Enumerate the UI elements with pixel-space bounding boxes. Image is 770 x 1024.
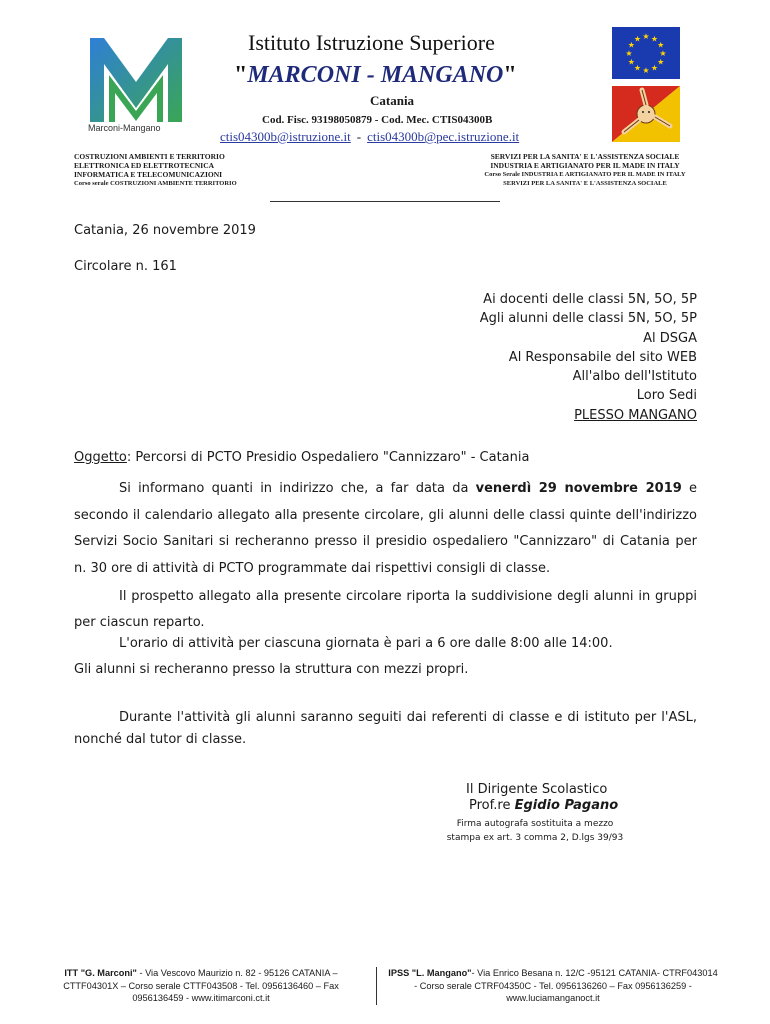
eu-star-icon: ★ <box>657 57 665 67</box>
paragraph: Gli alunni si recheranno presso la struttura con mezzi propri. <box>74 662 469 677</box>
courses-right <box>480 152 690 188</box>
recipient-line: Agli alunni delle classi 5N, 5O, 5P <box>479 311 697 327</box>
eu-star-icon: ★ <box>625 49 633 58</box>
pec-email-link[interactable]: ctis04300b@pec.istruzione.it <box>367 129 520 144</box>
recipients-list <box>480 290 697 425</box>
recipient-line: Ai docenti delle classi 5N, 5O, 5P <box>483 292 697 307</box>
logo-caption: Marconi-Mangano <box>88 123 161 133</box>
institute-emails <box>220 129 519 145</box>
school-logo <box>86 30 186 132</box>
subject-label: Oggetto <box>74 450 127 465</box>
recipient-line: All'albo dell'Istituto <box>572 369 697 385</box>
recipient-line: Al DSGA <box>643 330 697 346</box>
paragraph-text: e secondo il calendario allegato alla presente circolare, gli alunni delle classi quinte dell'indirizzo Servizi Socio Sanitari si recheranno presso il presidio ospedaliero "Cannizzaro" di Catania per n. 30 ore di attività di PCTO programmate dai rispettivi consigli di classe. <box>74 481 697 576</box>
subject-line <box>74 450 529 465</box>
email-link[interactable]: ctis04300b@istruzione.it <box>220 129 351 144</box>
footer-address: - Via Vescovo Maurizio n. 82 - 95126 CATANIA – CTTF04301X – Corso serale CTTF043508 - Tel. 0956136460 – Fax 0956136459 - www.itimarconi.ct.it <box>63 968 339 1003</box>
letter-date: Catania, 26 novembre 2019 <box>74 223 256 238</box>
eu-star-icon: ★ <box>659 49 667 58</box>
institute-title: Istituto Istruzione Superiore <box>248 30 495 55</box>
header-divider <box>270 201 500 202</box>
recipient-line: PLESSO MANGANO <box>574 407 697 423</box>
email-separator: - <box>356 129 362 144</box>
footer-address: - Via Enrico Besana n. 12/C -95121 CATANIA- CTRF043014 - Corso serale CTRF04350C - Tel. 0956136260 – Fax 0956136259 - www.luciamanganoct.it <box>414 968 718 1003</box>
course-line: ELETTRONICA ED ELETTROTECNICA <box>74 161 215 170</box>
paragraph-text: Si informano quanti in indirizzo che, a far data da <box>119 481 476 496</box>
institute-name-text: MARCONI - MANGANO <box>247 62 504 88</box>
eu-star-icon: ★ <box>627 40 635 50</box>
course-line: COSTRUZIONI AMBIENTI E TERRITORIO <box>74 152 225 161</box>
eu-star-icon: ★ <box>642 66 650 75</box>
eu-star-icon: ★ <box>650 63 659 73</box>
subject-text: : Percorsi di PCTO Presidio Ospedaliero "Cannizzaro" - Catania <box>126 450 530 465</box>
signature-role: Il Dirigente Scolastico <box>466 782 608 797</box>
sicily-flag-icon <box>612 86 680 142</box>
course-line: INDUSTRIA E ARTIGIANATO PER IL MADE IN ITALY <box>490 161 680 170</box>
courses-left <box>74 152 237 188</box>
course-line: SERVIZI PER LA SANITA' E L'ASSISTENZA SOCIALE <box>503 180 667 187</box>
footer-school-name: ITT "G. Marconi" <box>64 968 137 978</box>
circular-number: Circolare n. 161 <box>74 259 177 274</box>
eu-star-icon: ★ <box>657 40 665 50</box>
course-line: INFORMATICA E TELECOMUNICAZIONI <box>74 170 223 179</box>
signature-note-line: Firma autografa sostituita a mezzo <box>456 819 614 829</box>
footer-divider <box>376 967 377 1005</box>
paragraph-bold-date: venerdì 29 novembre 2019 <box>475 481 682 496</box>
recipient-line: Al Responsabile del sito WEB <box>508 349 697 365</box>
eu-flag-icon <box>612 27 680 79</box>
paragraph: Durante l'attività gli alunni saranno seguiti dai referenti di classe e di istituto per l'ASL, nonché dal tutor di classe. <box>74 710 697 747</box>
footer-right <box>388 967 718 1005</box>
paragraph: L'orario di attività per ciascuna giornata è pari a 6 ore dalle 8:00 alle 14:00. <box>119 636 613 651</box>
institute-name: "MARCONI - MANGANO" <box>234 62 517 88</box>
course-line: Corso Serale INDUSTRIA E ARTIGIANATO PER IL MADE IN ITALY <box>484 171 686 178</box>
eu-star-icon: ★ <box>650 34 659 44</box>
course-line: Corso serale COSTRUZIONI AMBIENTE TERRITORIO <box>74 180 237 187</box>
paragraph <box>74 476 697 582</box>
institute-city: Catania <box>370 93 415 108</box>
signature-name <box>469 798 618 813</box>
signature-prefix: Prof.re <box>469 798 515 813</box>
signature-note-line: stampa ex art. 3 comma 2, D.lgs 39/93 <box>446 833 624 843</box>
eu-star-icon: ★ <box>642 32 650 41</box>
eu-star-icon: ★ <box>633 63 642 73</box>
institute-codes: Cod. Fisc. 93198050879 - Cod. Mec. CTIS04300B <box>262 114 493 126</box>
eu-star-icon: ★ <box>633 34 642 44</box>
signature-note <box>440 817 630 845</box>
footer-left <box>40 967 362 1005</box>
signature-person: Egidio Pagano <box>514 798 619 813</box>
paragraph: Il prospetto allegato alla presente circolare riporta la suddivisione degli alunni in gruppi per ciascun reparto. <box>74 589 697 630</box>
eu-star-icon: ★ <box>627 57 635 67</box>
course-line: SERVIZI PER LA SANITA' E L'ASSISTENZA SOCIALE <box>490 152 680 161</box>
recipient-line: Loro Sedi <box>636 388 697 404</box>
footer-school-name: IPSS "L. Mangano" <box>388 968 472 978</box>
